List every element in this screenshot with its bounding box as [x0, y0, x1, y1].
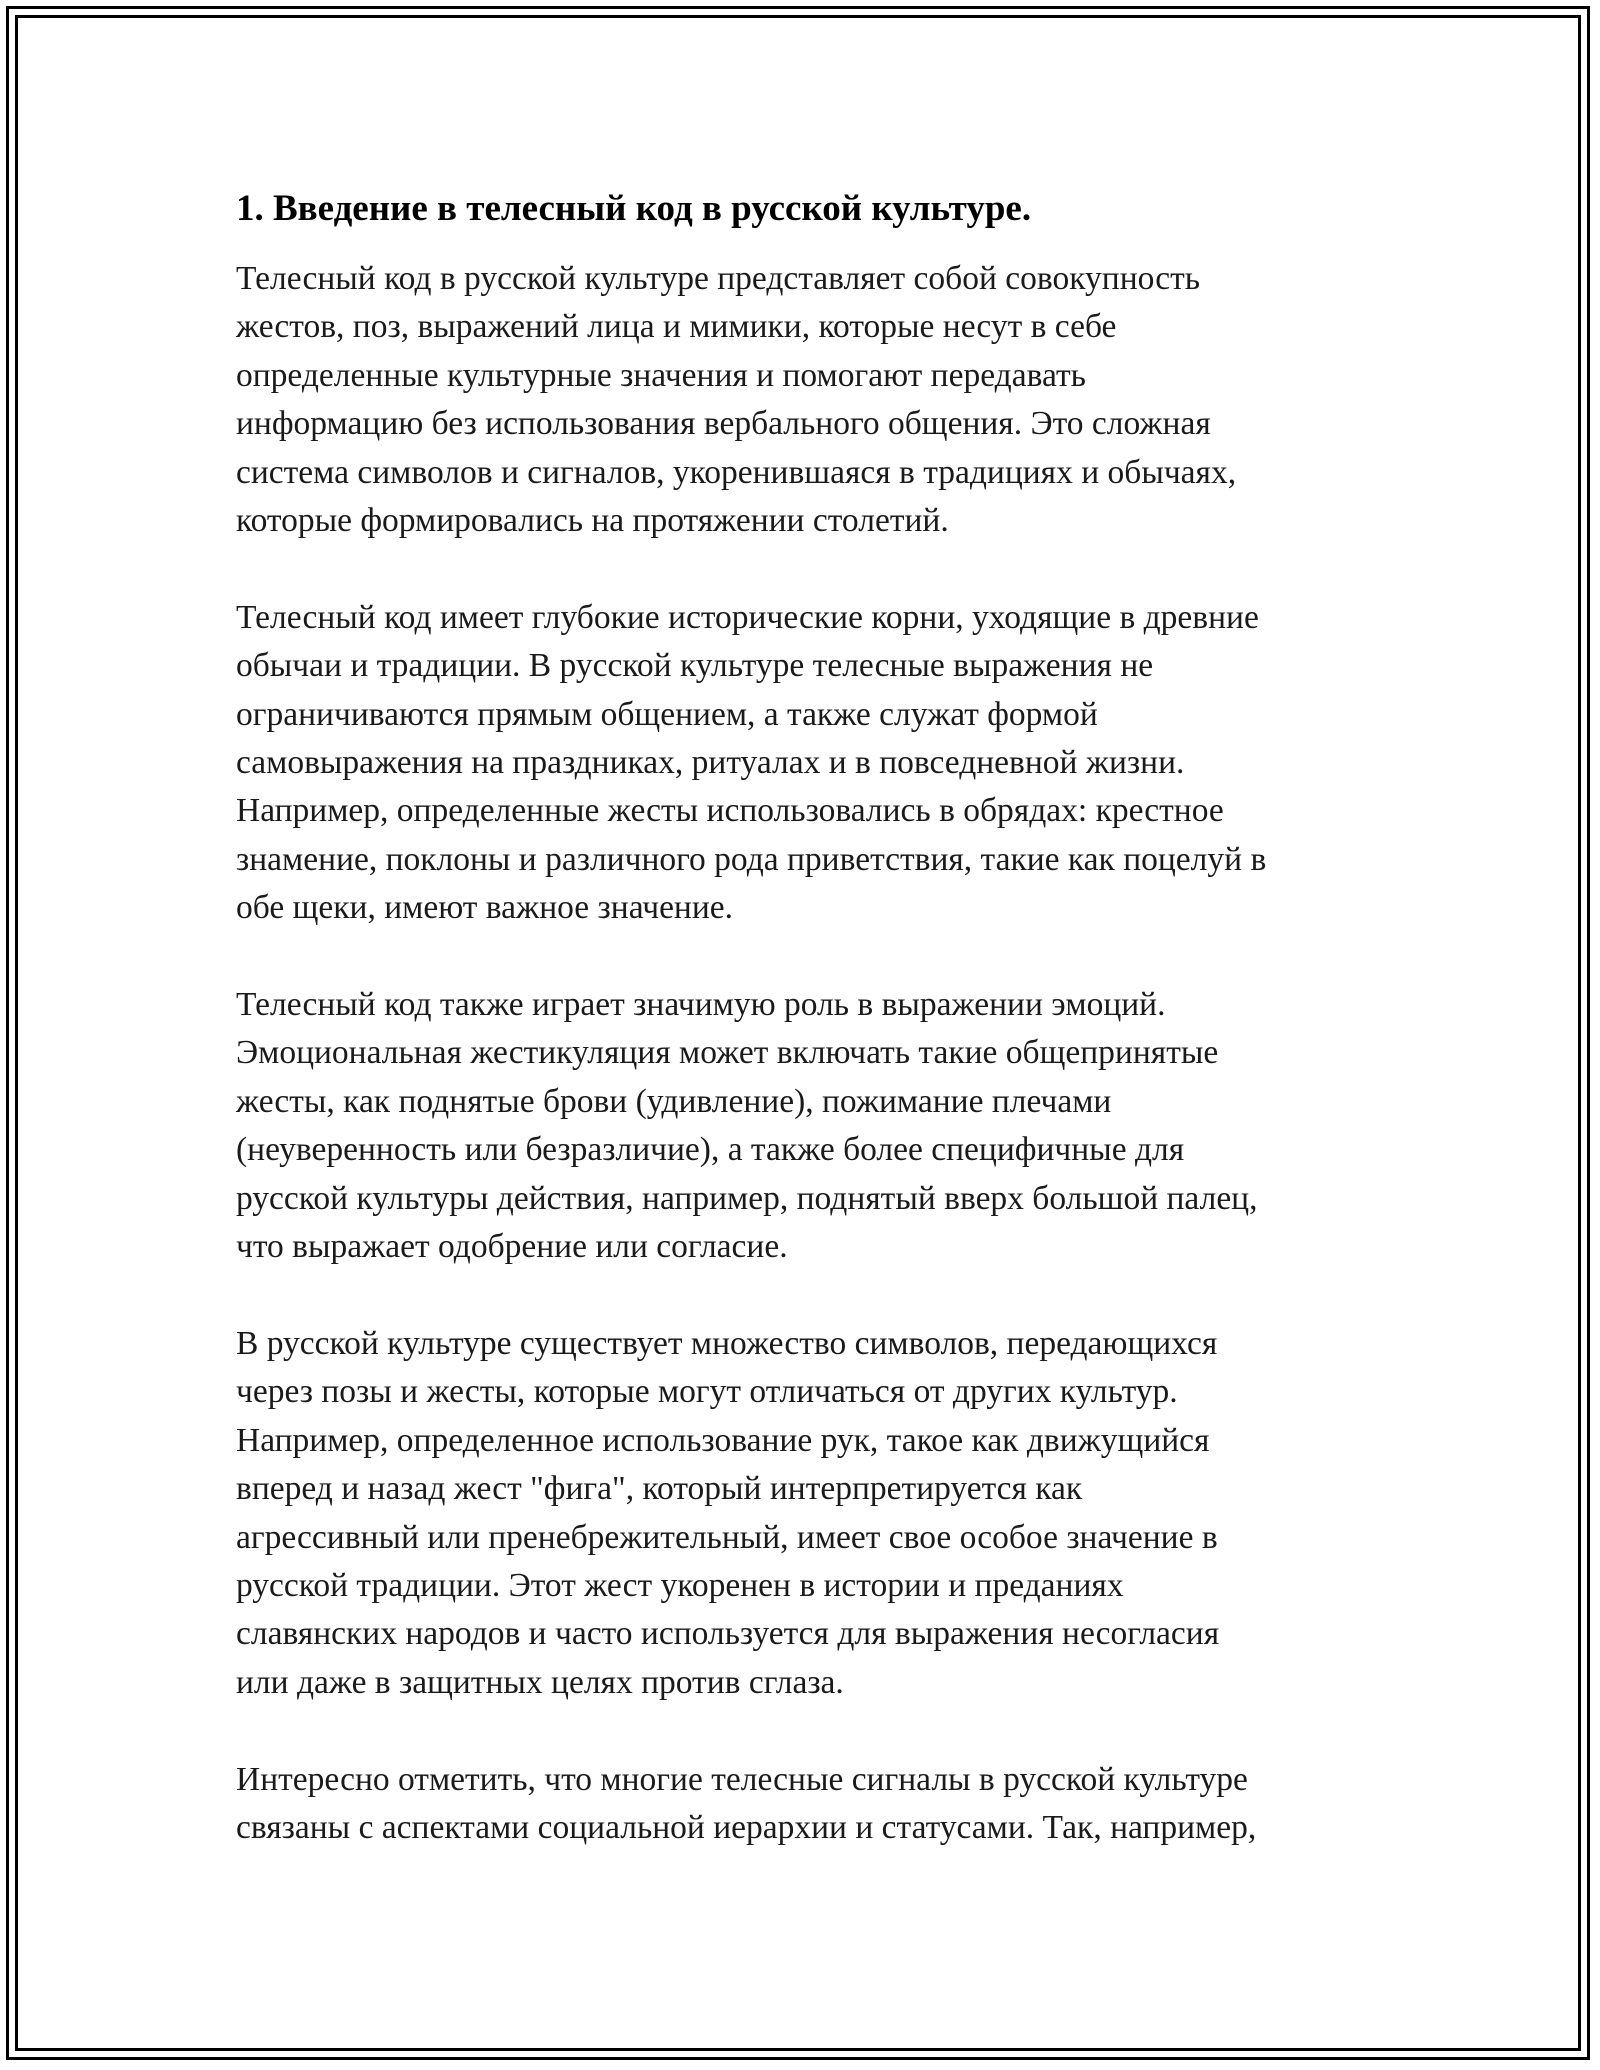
paragraph-1: Телесный код в русской культуре представляет собой совокупность жестов, поз, выражений лица и мимики, которые несут в себе определенные культурные значения и помогают передавать информацию без использования вербального общения. Это сложная система символов и сигналов, укоренившаяся в традициях и обычаях, которые формировались на протяжении столетий.	[236, 260, 1237, 540]
paragraph-4: В русской культуре существует множество символов, передающихся через позы и жесты, которые могут отличаться от других культур. Например, определенное использование рук, такое как движущийся вперед и назад жест "фига", который интерпретируется как агрессивный или пренебрежительный, имеет свое особое значение в русской традиции. Этот жест укоренен в истории и преданиях славянских народов и часто используется для выражения несогласия или даже в защитных целях против сглаза.	[236, 1324, 1220, 1701]
paragraph-2: Телесный код имеет глубокие исторические корни, уходящие в древние обычаи и традиции. В русской культуре телесные выражения не ограничиваются прямым общением, а также служат формой самовыражения на праздниках, ритуалах и в повседневной жизни. Например, определенные жесты использовались в обрядах: крестное знамение, поклоны и различного рода приветствия, такие как поцелуй в обе щеки, имеют важное значение.	[236, 598, 1267, 927]
paragraph-3: Телесный код также играет значимую роль в выражении эмоций. Эмоциональная жестикуляция может включать такие общепринятые жесты, как поднятые брови (удивление), пожимание плечами (неуверенность или безразличие), а также более специфичные для русской культуры действия, например, поднятый вверх большой палец, что выражает одобрение или согласие.	[236, 986, 1258, 1266]
document-body	[236, 185, 1386, 1901]
section-heading: 1. Введение в телесный код в русской культуре.	[236, 188, 1032, 229]
paragraph-5: Интересно отметить, что многие телесные сигналы в русской культуре связаны с аспектами социальной иерархии и статусами. Так, например,	[236, 1760, 1257, 1846]
